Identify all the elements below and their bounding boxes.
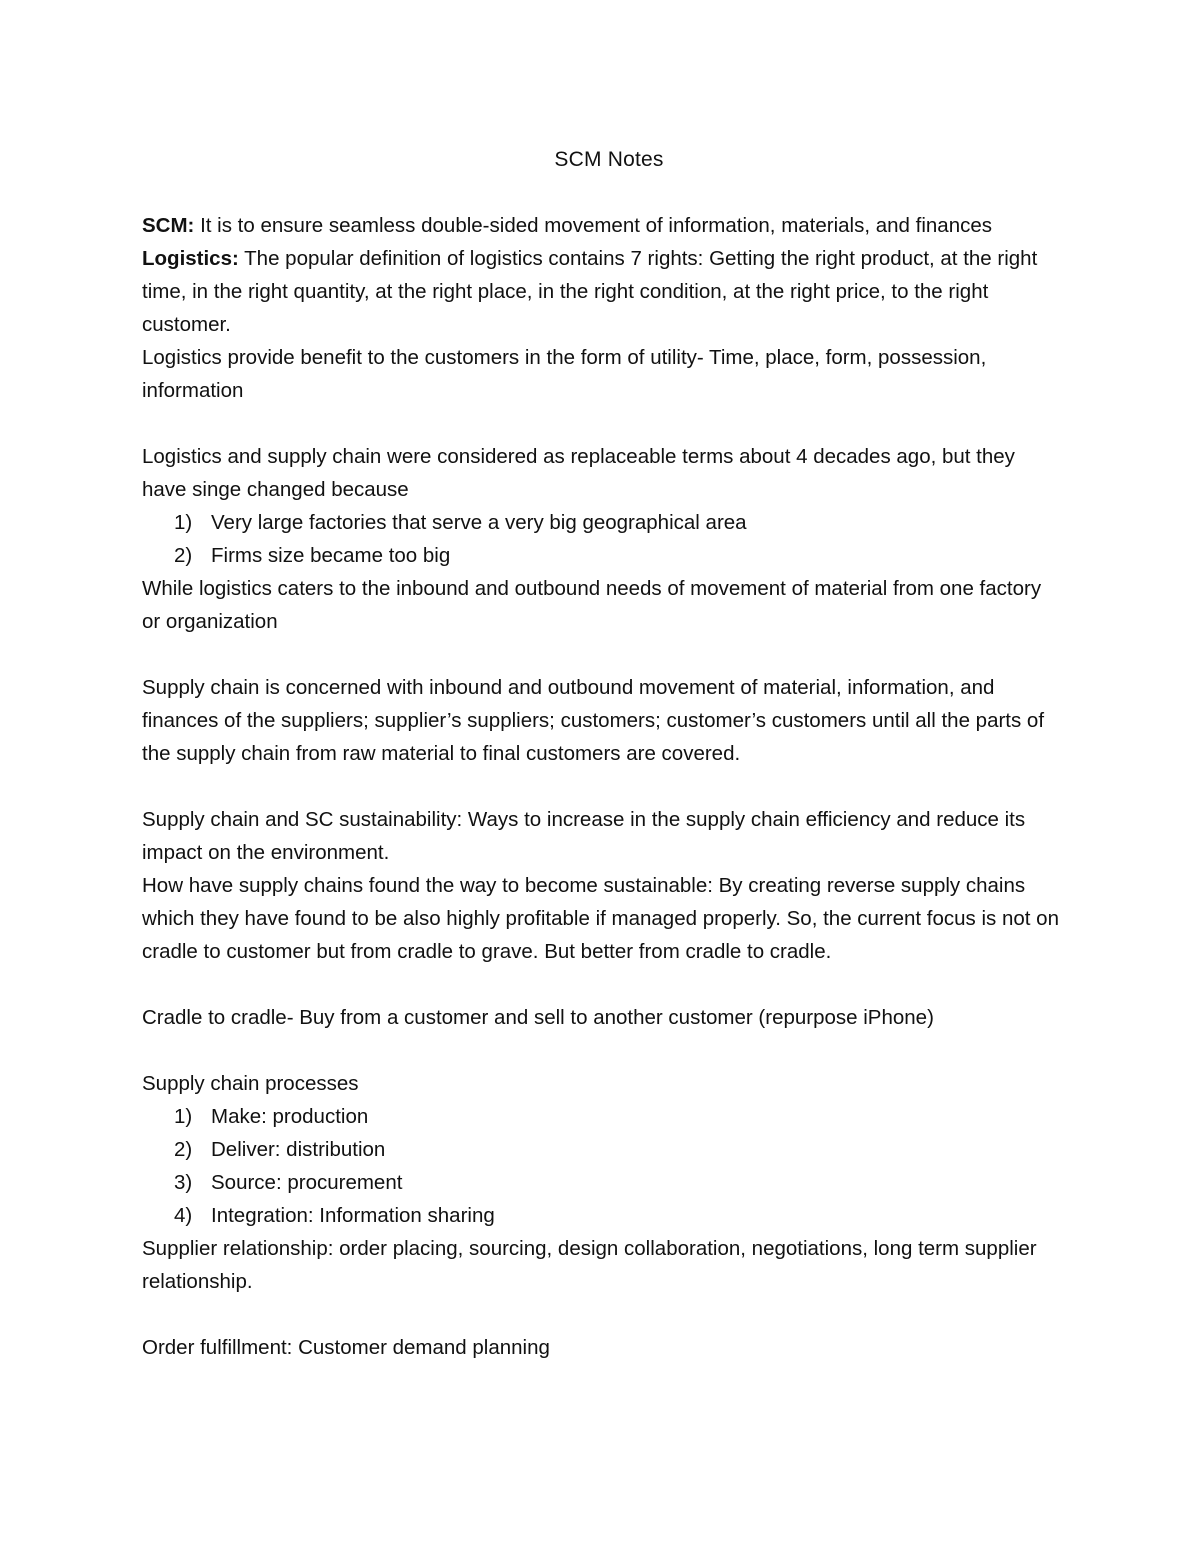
list-number: 1) — [174, 511, 193, 534]
list-number: 1) — [174, 1105, 193, 1128]
processes-heading: Supply chain processes — [142, 1072, 359, 1095]
list-item — [142, 1166, 1062, 1199]
processes-list — [142, 1100, 1062, 1232]
blank-line — [142, 770, 1062, 803]
list-item-text: Make: production — [211, 1105, 369, 1128]
list-item — [142, 539, 1062, 572]
logistics-definition-text: The popular definition of logistics contains 7 rights: Getting the right product, at the right time, in the right quantity, at the right place, in the right condition, at the right price, to the right customer. — [142, 247, 1038, 336]
list-number: 2) — [174, 1138, 193, 1161]
change-intro-paragraph: Logistics and supply chain were considered as replaceable terms about 4 decades ago, but they have singe changed because — [142, 445, 1015, 501]
blank-line — [142, 638, 1062, 671]
list-item-text: Firms size became too big — [211, 544, 451, 567]
blank-line — [142, 968, 1062, 1001]
list-item — [142, 1199, 1062, 1232]
list-item-text: Source: procurement — [211, 1171, 403, 1194]
list-item-text: Integration: Information sharing — [211, 1204, 495, 1227]
how-sustainable-paragraph: How have supply chains found the way to become sustainable: By creating reverse supply chains which they have found to be also highly profitable if managed properly. So, the current focus is not on cradle to customer but from cradle to grave. But better from cradle to cradle. — [142, 874, 1059, 963]
supply-chain-concern-paragraph: Supply chain is concerned with inbound and outbound movement of material, information, and finances of the suppliers; supplier’s suppliers; customers; customer’s customers until all the parts of the supply chain from raw material to final customers are covered. — [142, 676, 1045, 765]
list-number: 3) — [174, 1171, 193, 1194]
list-item — [142, 1133, 1062, 1166]
list-number: 4) — [174, 1204, 193, 1227]
list-item — [142, 506, 1062, 539]
scm-definition-text: It is to ensure seamless double-sided movement of information, materials, and finances — [194, 214, 993, 237]
sustainability-paragraph: Supply chain and SC sustainability: Ways to increase in the supply chain efficiency and reduce its impact on the environment. — [142, 808, 1026, 864]
blank-line — [142, 1034, 1062, 1067]
logistics-caters-paragraph: While logistics caters to the inbound and outbound needs of movement of material from one factory or organization — [142, 577, 1042, 633]
cradle-paragraph: Cradle to cradle- Buy from a customer and sell to another customer (repurpose iPhone) — [142, 1006, 934, 1029]
logistics-term: Logistics: — [142, 247, 239, 270]
utility-paragraph: Logistics provide benefit to the customers in the form of utility- Time, place, form, possession, information — [142, 346, 987, 402]
scm-term: SCM: — [142, 214, 195, 237]
list-number: 2) — [174, 544, 193, 567]
document-body — [142, 140, 1062, 1364]
order-fulfillment-paragraph: Order fulfillment: Customer demand planning — [142, 1336, 550, 1359]
supplier-relationship-paragraph: Supplier relationship: order placing, sourcing, design collaboration, negotiations, long term supplier relationship. — [142, 1237, 1037, 1293]
list-item — [142, 1100, 1062, 1133]
list-item-text: Deliver: distribution — [211, 1138, 386, 1161]
blank-line — [142, 1298, 1062, 1331]
list-item-text: Very large factories that serve a very big geographical area — [211, 511, 747, 534]
logistics-definition — [142, 242, 1062, 341]
blank-line — [142, 407, 1062, 440]
scm-definition — [142, 209, 1062, 242]
document-title: SCM Notes — [554, 148, 664, 171]
change-reasons-list — [142, 506, 1062, 572]
